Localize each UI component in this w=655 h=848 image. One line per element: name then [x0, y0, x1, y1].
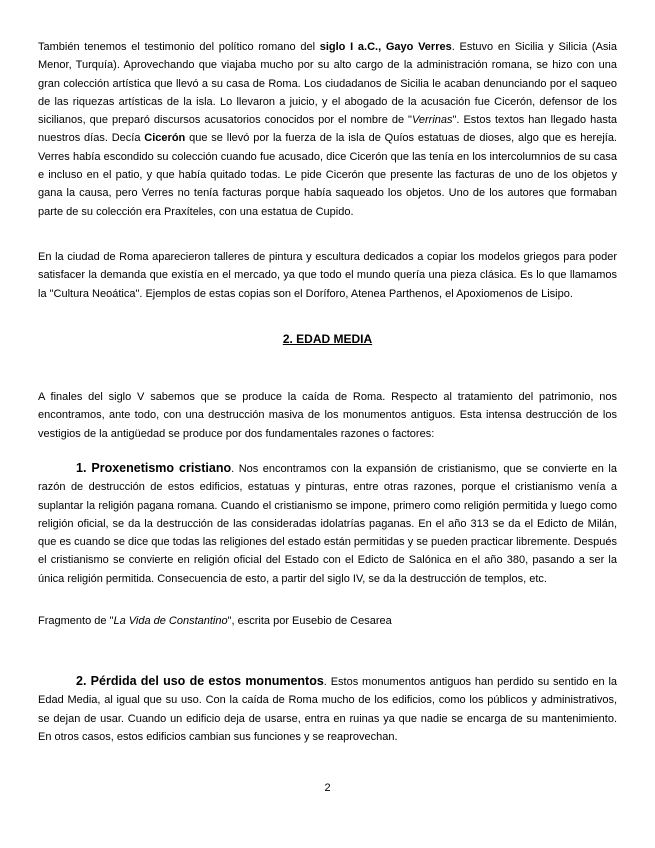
p4-text: . Nos encontramos con la expansión de cristianismo, que se convierte en la razón de destrucción de estos edificios, estatuas y pinturas, entre otras razones, porque el cristianismo venía a suplantar la religión pagana romana. Cuando el cristianismo se impone, primero como religión permitida y luego como religión oficial, se da la destrucción de las consideradas idolatrías paganas. En el año 313 se da el Edicto de Milán, que es cuando se dice que todas las religiones del estado están permitidas y se pueden practicar libremente. Después el cristianismo se convierte en religión oficial del Estado con el Edicto de Salónica en el año 380, pasando a ser la única religión permitida. Consecuencia de esto, a partir del siglo IV, se da la destrucción de templos, etc.: [38, 463, 617, 585]
p1-bold-ciceron: Cicerón: [144, 132, 186, 145]
subheading-proxenetismo: 1. Proxenetismo cristiano: [76, 461, 232, 475]
page-number: 2: [324, 782, 331, 794]
paragraph-gayo-verres: [38, 38, 617, 221]
p1-italic-verrinas: Verrinas: [411, 114, 453, 127]
p5-text-c: ", escrita por Eusebio de Cesarea: [227, 615, 392, 627]
section-heading-edad-media: 2. EDAD MEDIA: [282, 332, 373, 346]
subheading-perdida-uso: 2. Pérdida del uso de estos monumentos: [76, 674, 324, 688]
paragraph-talleres-roma: En la ciudad de Roma aparecieron talleres de pintura y escultura dedicados a copiar los modelos griegos para poder satisfacer la demanda que existía en el mercado, ya que todo el mundo quería una pieza clásica. Es lo que llamamos la "Cultura Neoática". Ejemplos de estas copias son el Doríforo, Atenea Parthenos, el Apoxiomenos de Lisipo.: [38, 251, 617, 300]
p5-text-a: Fragmento de ": [38, 615, 114, 627]
p5-italic-title: La Vida de Constantino: [113, 615, 228, 627]
paragraph-perdida-uso: [38, 672, 617, 746]
p1-bold-siglo: siglo I a.C., Gayo Verres: [319, 41, 452, 53]
p6-text: . Estos monumentos antiguos han perdido su sentido en la Edad Media, al igual que su uso. Con la caída de Roma mucho de los edificios, como los públicos y administrativos, se dejan de usar. Cuando un edificio deja de usarse, entra en ruinas ya que nadie se encarga de su mantenimiento. En otros casos, estos edificios cambian sus funciones y se reaprovechan.: [38, 676, 618, 743]
p1-text-g: que se llevó por la fuerza de la isla de Quíos estatuas de dioses, algo que es herejía. Verres había escondido su colección cuando fue acusado, dice Cicerón que las tenía en los intercolumnios de su casa e incluso en el patio, y que había quitado todas. Le pide Cicerón que presente las facturas de uno de los objetos y gana la causa, pero Verres no tenía facturas porque había saqueado los objetos. Uno de los autores que formaban parte de su colección era Praxíteles, con una estatua de Cupido.: [38, 132, 617, 218]
paragraph-caida-roma: A finales del siglo V sabemos que se produce la caída de Roma. Respecto al tratamiento del patrimonio, nos encontramos, ante todo, con una destrucción masiva de los monumentos antiguos. Esta intensa destrucción de los vestigios de la antigüedad se produce por dos fundamentales razones o factores:: [38, 391, 617, 440]
p1-text-e: ". Estos textos han llegado hasta nuestros días. Decía: [38, 114, 617, 145]
paragraph-proxenetismo: [38, 459, 617, 588]
paragraph-fragmento: [38, 612, 617, 630]
p1-text-a: También tenemos el testimonio del político romano del: [38, 41, 320, 53]
p1-text-c: . Estuvo en Sicilia y Silicia (Asia Menor, Turquía). Aprovechando que viajaba mucho por su alto cargo de la administración romana, se hizo con una gran colección artística que llevó a su casa de Roma. Los ciudadanos de Sicilia le acaban denunciando por el saqueo de las riquezas artísticas de la isla. Lo llevaron a juicio, y el abogado de la acusación fue Cicerón, defensor de los sicilianos, que preparó discursos acusatorios conocidos por el nombre de ": [38, 41, 617, 127]
